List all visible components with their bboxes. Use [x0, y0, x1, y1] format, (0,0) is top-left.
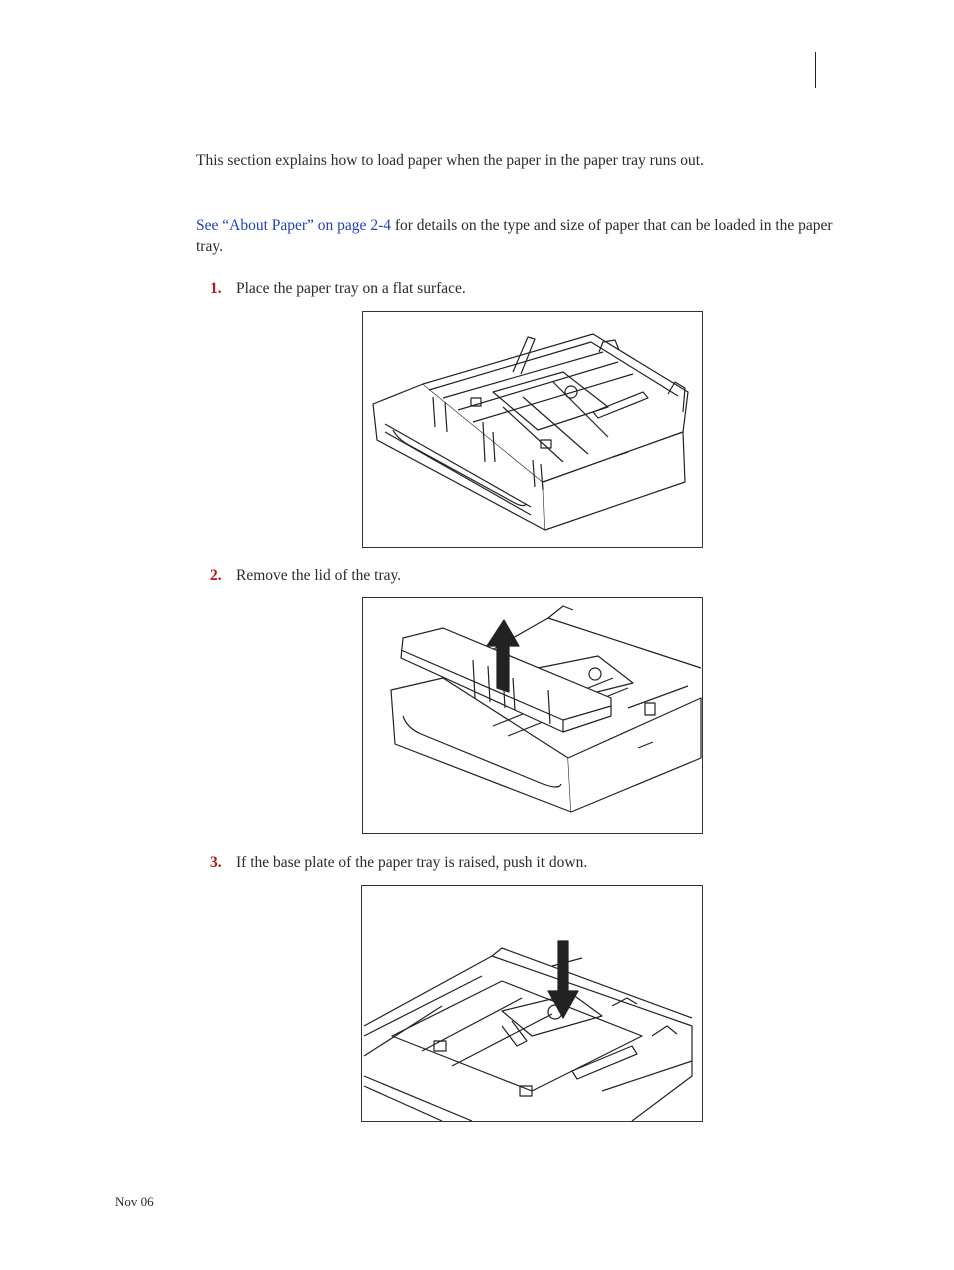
step-1-text: Place the paper tray on a flat surface. — [236, 280, 466, 297]
step-2 — [210, 565, 401, 586]
intro-paragraph: This section explains how to load paper when the paper in the paper tray runs out. — [196, 152, 704, 169]
step-2-number: 2. — [210, 567, 222, 584]
see-also-rest: for details on the type and size of paper that can be loaded in the paper tray. — [196, 217, 833, 255]
step-1-number: 1. — [210, 280, 222, 297]
figure-tray-on-surface — [362, 311, 703, 548]
step-3-text: If the base plate of the paper tray is raised, push it down. — [236, 854, 588, 871]
see-also-paragraph — [196, 215, 860, 257]
about-paper-link[interactable]: See “About Paper” on page 2-4 — [196, 217, 391, 234]
step-3-number: 3. — [210, 854, 222, 871]
step-2-text: Remove the lid of the tray. — [236, 567, 402, 584]
figure-push-base-plate — [361, 885, 703, 1122]
step-1 — [210, 278, 466, 299]
step-3 — [210, 852, 587, 873]
header-rule — [815, 52, 816, 88]
footer-date: Nov 06 — [115, 1194, 154, 1209]
figure-remove-lid — [362, 597, 703, 834]
